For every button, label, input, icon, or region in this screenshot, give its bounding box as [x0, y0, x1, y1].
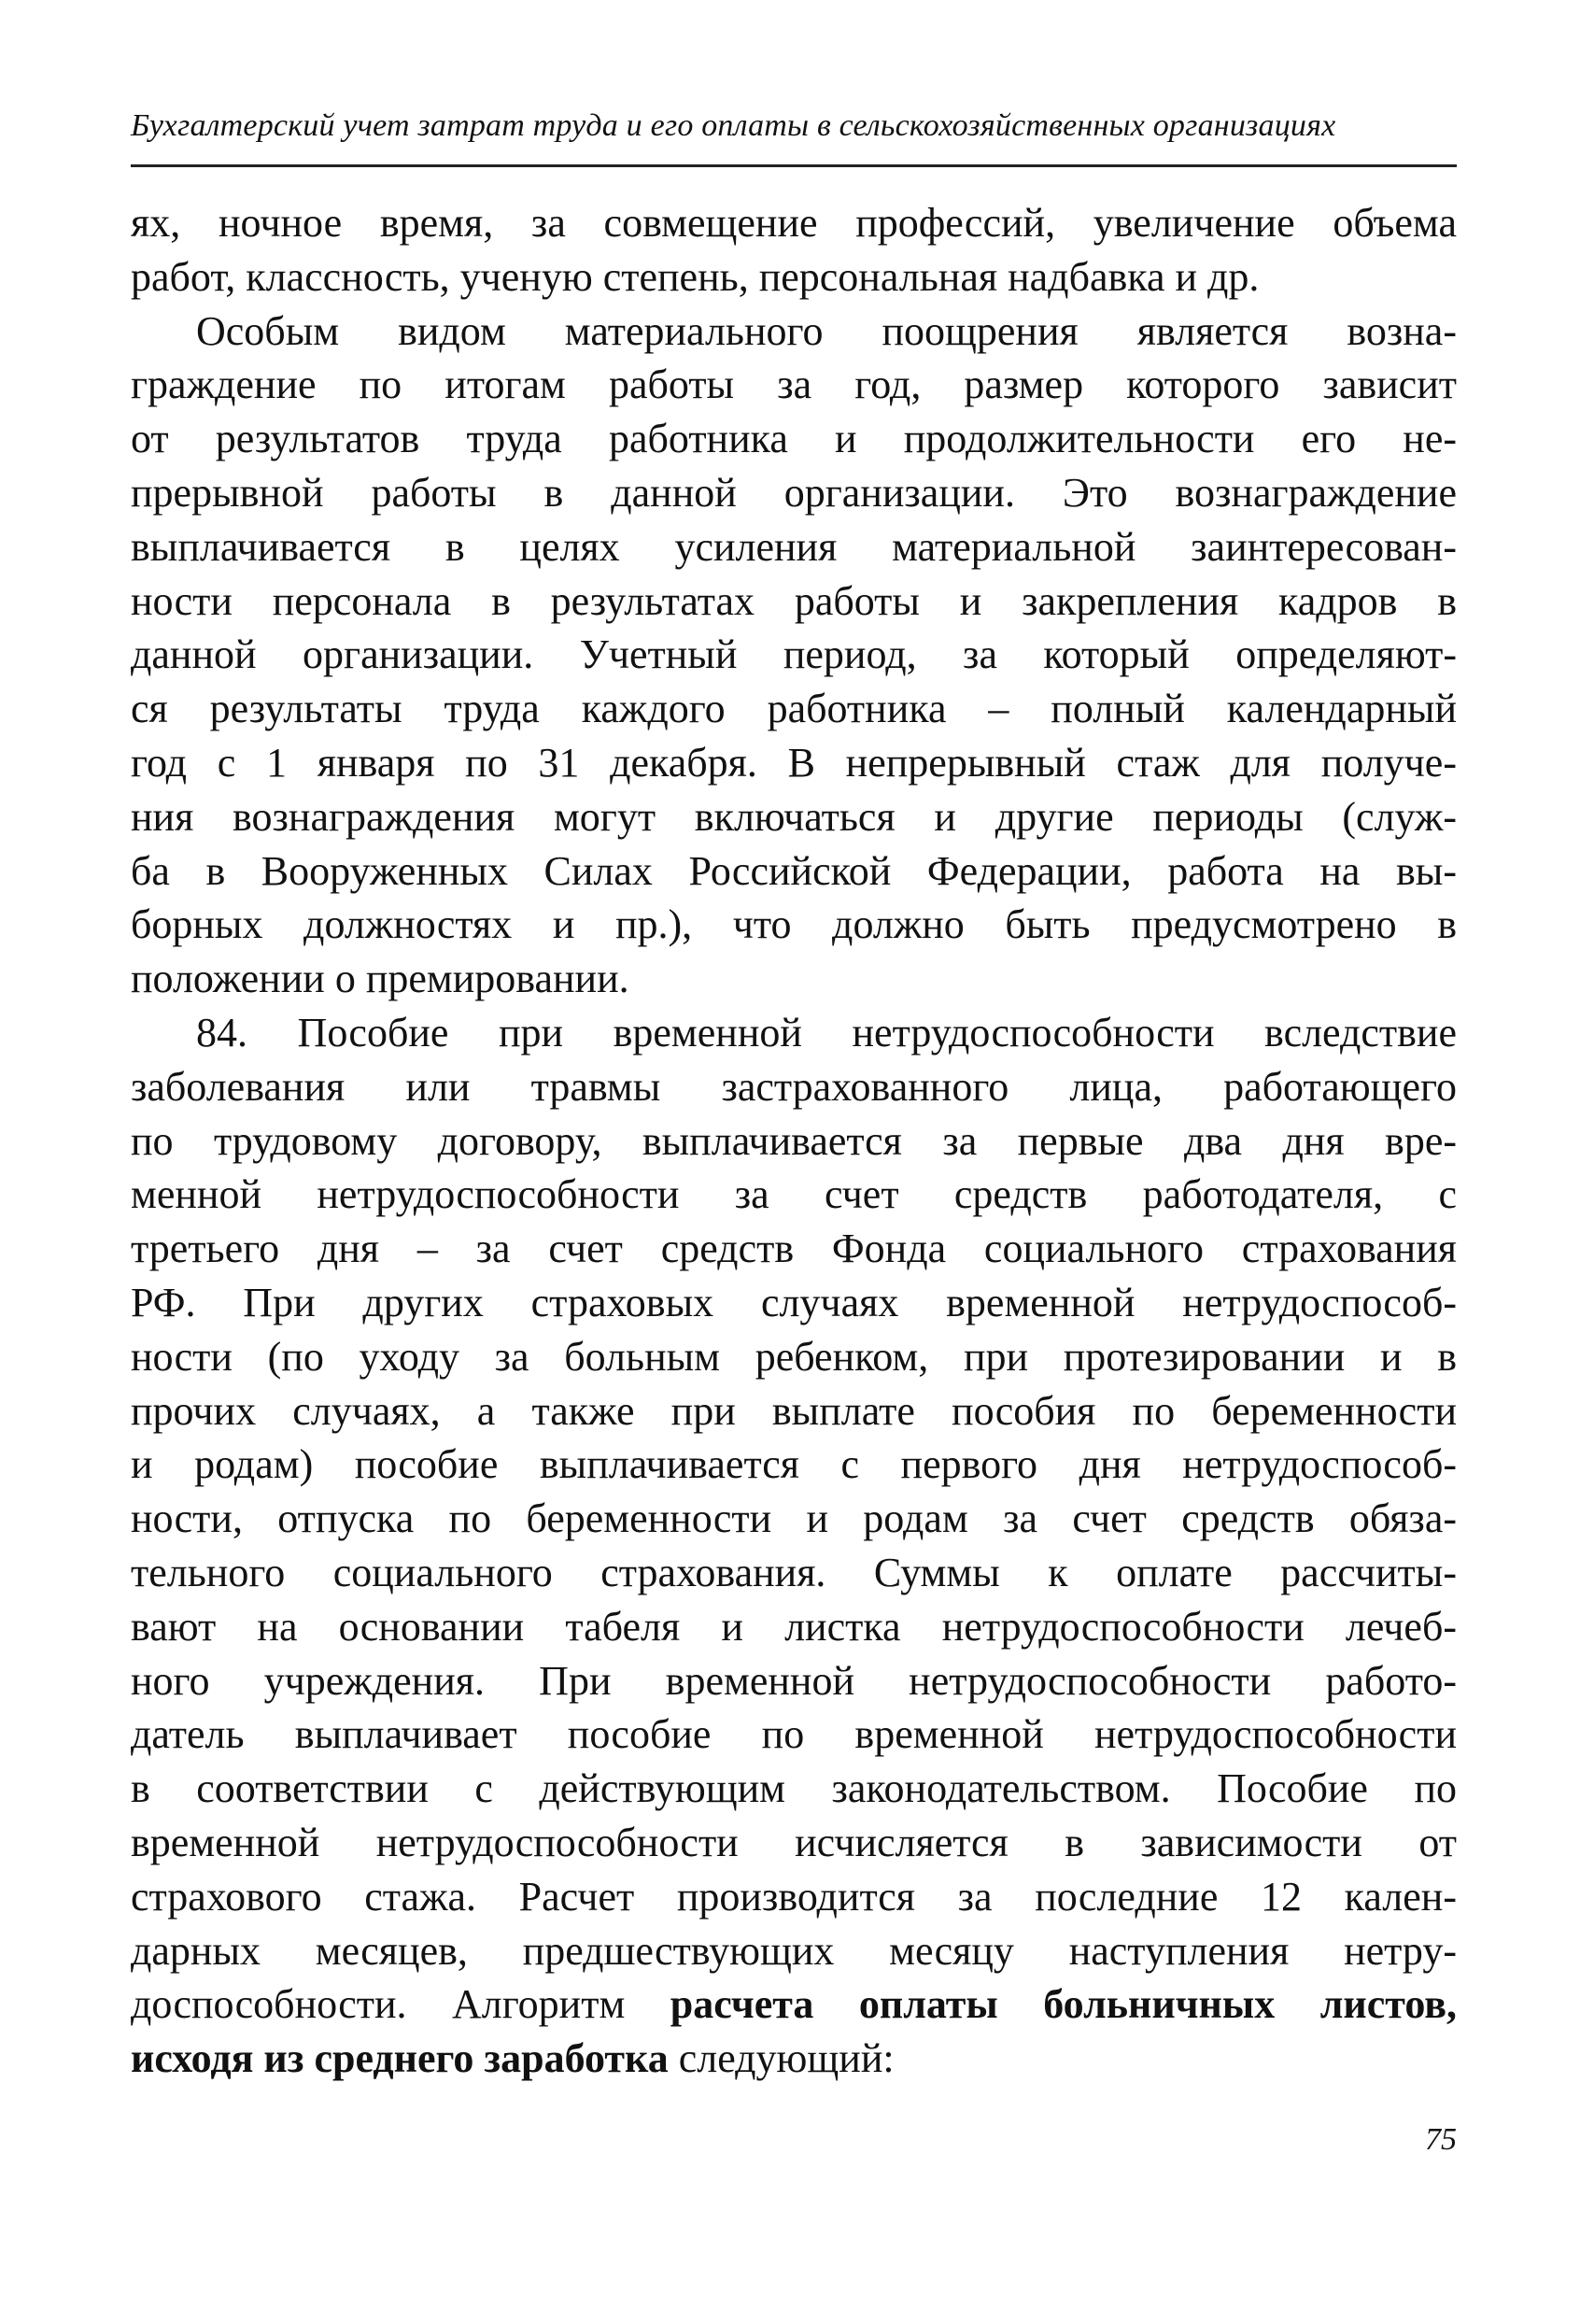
- paragraph-2: [131, 305, 1457, 1006]
- text-line: ности персонала в результатах работы и закрепления кадров в: [131, 577, 1457, 624]
- text-line: вают на основании табеля и листка нетрудоспособности лечеб-: [131, 1603, 1457, 1650]
- text-line: ба в Вооруженных Силах Российской Федерации, работа на вы-: [131, 847, 1457, 894]
- text-line: ности (по уходу за больным ребенком, при протезировании и в: [131, 1333, 1457, 1380]
- text-line: граждение по итогам работы за год, размер которого зависит: [131, 361, 1457, 408]
- text-line: в соответствии с действующим законодательством. Пособие по: [131, 1765, 1457, 1812]
- text-run: доспособности. Алгоритм: [131, 1981, 670, 2028]
- header-rule: [131, 164, 1457, 167]
- text-line: прочих случаях, а также при выплате пособия по беременности: [131, 1387, 1457, 1434]
- text-line: ся результаты труда каждого работника – полный календарный: [131, 686, 1457, 732]
- page-number: 75: [1425, 2122, 1457, 2157]
- text-line: ния вознаграждения могут включаться и другие периоды (служ-: [131, 793, 1457, 840]
- text-line: ного учреждения. При временной нетрудоспособности работо-: [131, 1657, 1457, 1704]
- text-line: прерывной работы в данной организации. Это вознаграждение: [131, 469, 1457, 516]
- text-line: третьего дня – за счет средств Фонда социального страхования: [131, 1226, 1457, 1272]
- paragraph-1: [131, 196, 1457, 305]
- text-line: по трудовому договору, выплачивается за первые два дня вре-: [131, 1117, 1457, 1164]
- text-line: и родам) пособие выплачивается с первого дня нетрудоспособ-: [131, 1441, 1457, 1488]
- text-line: дарных месяцев, предшествующих месяцу наступления нетру-: [131, 1927, 1457, 1974]
- text-line: борных должностях и пр.), что должно быть предусмотрено в: [131, 901, 1457, 948]
- text-line-with-bold: [131, 1977, 1457, 2032]
- text-line: менной нетрудоспособности за счет средств работодателя, с: [131, 1171, 1457, 1218]
- bold-emphasis: расчета оплаты больничных листов,: [670, 1981, 1458, 2028]
- text-line: ях, ночное время, за совмещение профессий, увеличение объема: [131, 200, 1457, 246]
- text-line: от результатов труда работника и продолжительности его не-: [131, 416, 1457, 462]
- paragraph-3: [131, 1006, 1457, 2086]
- text-line: Особым видом материального поощрения является возна-: [196, 307, 1457, 354]
- text-line-with-bold: [131, 2032, 1457, 2086]
- text-line: временной нетрудоспособности исчисляется в зависимости от: [131, 1819, 1457, 1865]
- bold-emphasis: исходя из среднего заработка: [131, 2035, 669, 2082]
- text-line: страхового стажа. Расчет производится за последние 12 кален-: [131, 1873, 1457, 1920]
- text-line: год с 1 января по 31 декабря. В непрерывный стаж для получе-: [131, 739, 1457, 786]
- text-run: следующий:: [668, 2035, 895, 2082]
- text-line: положении о премировании.: [131, 956, 629, 1002]
- body-text: [131, 196, 1457, 2086]
- text-line: тельного социального страхования. Суммы к оплате рассчиты-: [131, 1549, 1457, 1595]
- text-line: датель выплачивает пособие по временной нетрудоспособности: [131, 1711, 1457, 1758]
- text-line: ности, отпуска по беременности и родам за счет средств обяза-: [131, 1495, 1457, 1542]
- text-line: выплачивается в целях усиления материальной заинтересован-: [131, 523, 1457, 570]
- text-line: работ, классность, ученую степень, персональная надбавка и др.: [131, 253, 1260, 300]
- text-line: заболевания или травмы застрахованного лица, работающего: [131, 1063, 1457, 1110]
- running-title: Бухгалтерский учет затрат труда и его оплаты в сельскохозяйственных организациях: [131, 108, 1336, 143]
- text-line: 84. Пособие при временной нетрудоспособности вследствие: [196, 1009, 1457, 1056]
- text-line: РФ. При других страховых случаях временной нетрудоспособ-: [131, 1279, 1457, 1325]
- text-line: данной организации. Учетный период, за который определяют-: [131, 631, 1457, 678]
